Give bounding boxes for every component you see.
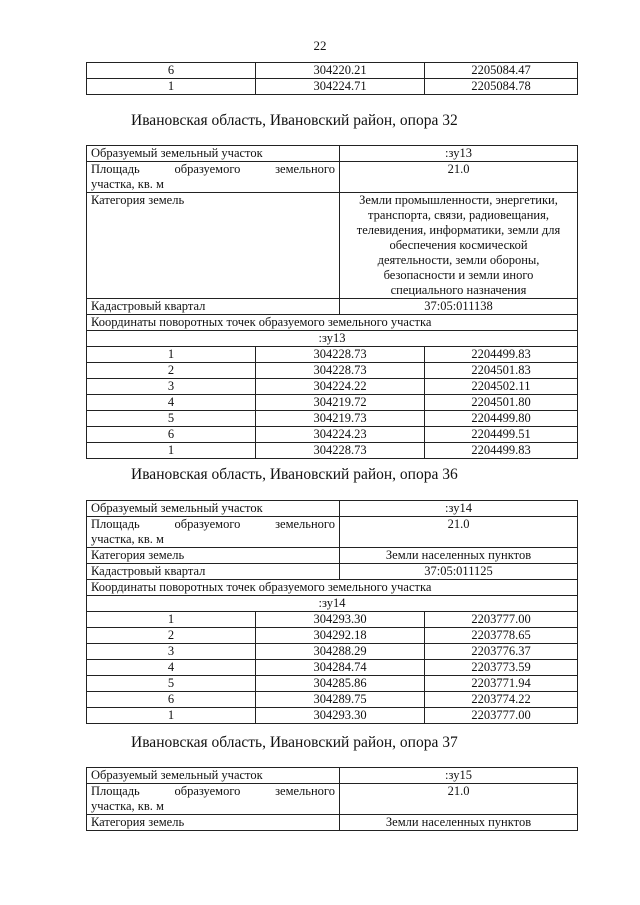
cadastral-label: Кадастровый квартал (87, 299, 340, 315)
coord-x: 304228.73 (256, 347, 425, 363)
coord-y: 2203777.00 (425, 612, 578, 628)
point-number: 2 (87, 363, 256, 379)
table-row (87, 162, 578, 193)
coord-x: 304293.30 (256, 708, 425, 724)
table-row (87, 347, 578, 363)
table-row (87, 146, 578, 162)
coord-y: 2204501.80 (425, 395, 578, 411)
area-value: 21.0 (340, 784, 578, 815)
area-label-word: земельного (275, 784, 335, 798)
point-number: 6 (87, 692, 256, 708)
coord-y: 2203778.65 (425, 628, 578, 644)
area-label-line2: участка, кв. м (91, 177, 164, 191)
coord-y: 2203774.22 (425, 692, 578, 708)
coord-y: 2203773.59 (425, 660, 578, 676)
table-row (87, 363, 578, 379)
coord-y: 2204501.83 (425, 363, 578, 379)
coord-y: 2204499.83 (425, 443, 578, 459)
area-label-word: образуемого (174, 517, 241, 531)
coord-x: 304288.29 (256, 644, 425, 660)
category-label: Категория земель (87, 815, 340, 831)
point-number: 6 (87, 63, 256, 79)
area-label-word: образуемого (174, 162, 241, 176)
point-number: 1 (87, 443, 256, 459)
coord-y: 2204499.80 (425, 411, 578, 427)
point-number: 4 (87, 660, 256, 676)
category-value: Земли населенных пунктов (340, 548, 578, 564)
section-heading: Ивановская область, Ивановский район, опора 36 (131, 466, 458, 483)
table-row (87, 443, 578, 459)
coord-x: 304224.22 (256, 379, 425, 395)
table-row (87, 548, 578, 564)
area-label-word: Площадь (91, 162, 140, 176)
plot-label: Образуемый земельный участок (87, 768, 340, 784)
area-label-word: образуемого (174, 784, 241, 798)
category-label: Категория земель (87, 193, 340, 299)
coord-x: 304224.23 (256, 427, 425, 443)
plot-value: :зу13 (340, 146, 578, 162)
coords-title: Координаты поворотных точек образуемого земельного участка (87, 315, 578, 331)
table-row (87, 379, 578, 395)
section-heading: Ивановская область, Ивановский район, опора 37 (131, 734, 458, 751)
point-number: 4 (87, 395, 256, 411)
table-row (87, 411, 578, 427)
coord-x: 304219.72 (256, 395, 425, 411)
land-plot-table (86, 145, 578, 459)
land-plot-table (86, 767, 578, 831)
coord-x: 304219.73 (256, 411, 425, 427)
table-row (87, 501, 578, 517)
table-row (87, 299, 578, 315)
table-row (87, 815, 578, 831)
table-row (87, 692, 578, 708)
point-number: 3 (87, 379, 256, 395)
table-row (87, 612, 578, 628)
cadastral-value: 37:05:011125 (340, 564, 578, 580)
area-label-word: Площадь (91, 784, 140, 798)
coord-y: 2204499.83 (425, 347, 578, 363)
page-number: 22 (313, 38, 327, 53)
category-line: транспорта, связи, радиовещания, (368, 208, 549, 222)
area-label-word: Площадь (91, 517, 140, 531)
table-row (87, 660, 578, 676)
point-number: 6 (87, 427, 256, 443)
point-number: 1 (87, 708, 256, 724)
table-row (87, 79, 578, 95)
coord-x: 304228.73 (256, 363, 425, 379)
coord-y: 2203771.94 (425, 676, 578, 692)
area-value: 21.0 (340, 517, 578, 548)
coord-x: 304292.18 (256, 628, 425, 644)
table-row (87, 395, 578, 411)
section-heading: Ивановская область, Ивановский район, опора 32 (131, 112, 458, 129)
table-row (87, 628, 578, 644)
table-row (87, 708, 578, 724)
table-row (87, 193, 578, 299)
coords-plot: :зу13 (87, 331, 578, 347)
table-row (87, 63, 578, 79)
area-label (87, 784, 340, 815)
cadastral-value: 37:05:011138 (340, 299, 578, 315)
category-line: деятельности, земли обороны, (377, 253, 540, 267)
category-line: безопасности и земли иного (383, 268, 534, 282)
coord-x: 304220.21 (256, 63, 425, 79)
category-value (340, 193, 578, 299)
area-label (87, 517, 340, 548)
plot-value: :зу14 (340, 501, 578, 517)
point-number: 5 (87, 676, 256, 692)
area-label-word: земельного (275, 517, 335, 531)
category-label: Категория земель (87, 548, 340, 564)
coord-y: 2204499.51 (425, 427, 578, 443)
point-number: 1 (87, 612, 256, 628)
area-label-word: земельного (275, 162, 335, 176)
table-row (87, 580, 578, 596)
coord-x: 304293.30 (256, 612, 425, 628)
point-number: 2 (87, 628, 256, 644)
point-number: 3 (87, 644, 256, 660)
table-row (87, 644, 578, 660)
plot-label: Образуемый земельный участок (87, 501, 340, 517)
table-row (87, 596, 578, 612)
table-row (87, 517, 578, 548)
point-number: 1 (87, 347, 256, 363)
table-row (87, 427, 578, 443)
table-row (87, 768, 578, 784)
category-line: обеспечения космической (389, 238, 528, 252)
coords-title: Координаты поворотных точек образуемого земельного участка (87, 580, 578, 596)
coord-x: 304224.71 (256, 79, 425, 95)
cadastral-label: Кадастровый квартал (87, 564, 340, 580)
point-number: 5 (87, 411, 256, 427)
coords-plot: :зу14 (87, 596, 578, 612)
continuation-coordinates-table (86, 62, 578, 95)
area-label-line2: участка, кв. м (91, 532, 164, 546)
point-number: 1 (87, 79, 256, 95)
table-row (87, 315, 578, 331)
coord-y: 2203777.00 (425, 708, 578, 724)
area-label (87, 162, 340, 193)
coord-y: 2205084.47 (425, 63, 578, 79)
coord-x: 304285.86 (256, 676, 425, 692)
coord-x: 304289.75 (256, 692, 425, 708)
category-line: специального назначения (390, 283, 527, 297)
plot-value: :зу15 (340, 768, 578, 784)
coord-y: 2205084.78 (425, 79, 578, 95)
area-label-line2: участка, кв. м (91, 799, 164, 813)
table-row (87, 564, 578, 580)
land-plot-table (86, 500, 578, 724)
table-row (87, 784, 578, 815)
category-line: телевидения, информатики, земли для (356, 223, 561, 237)
coord-x: 304284.74 (256, 660, 425, 676)
coord-y: 2203776.37 (425, 644, 578, 660)
table-row (87, 676, 578, 692)
area-value: 21.0 (340, 162, 578, 193)
category-value: Земли населенных пунктов (340, 815, 578, 831)
table-row (87, 331, 578, 347)
category-line: Земли промышленности, энергетики, (359, 193, 558, 207)
coord-x: 304228.73 (256, 443, 425, 459)
plot-label: Образуемый земельный участок (87, 146, 340, 162)
coord-y: 2204502.11 (425, 379, 578, 395)
